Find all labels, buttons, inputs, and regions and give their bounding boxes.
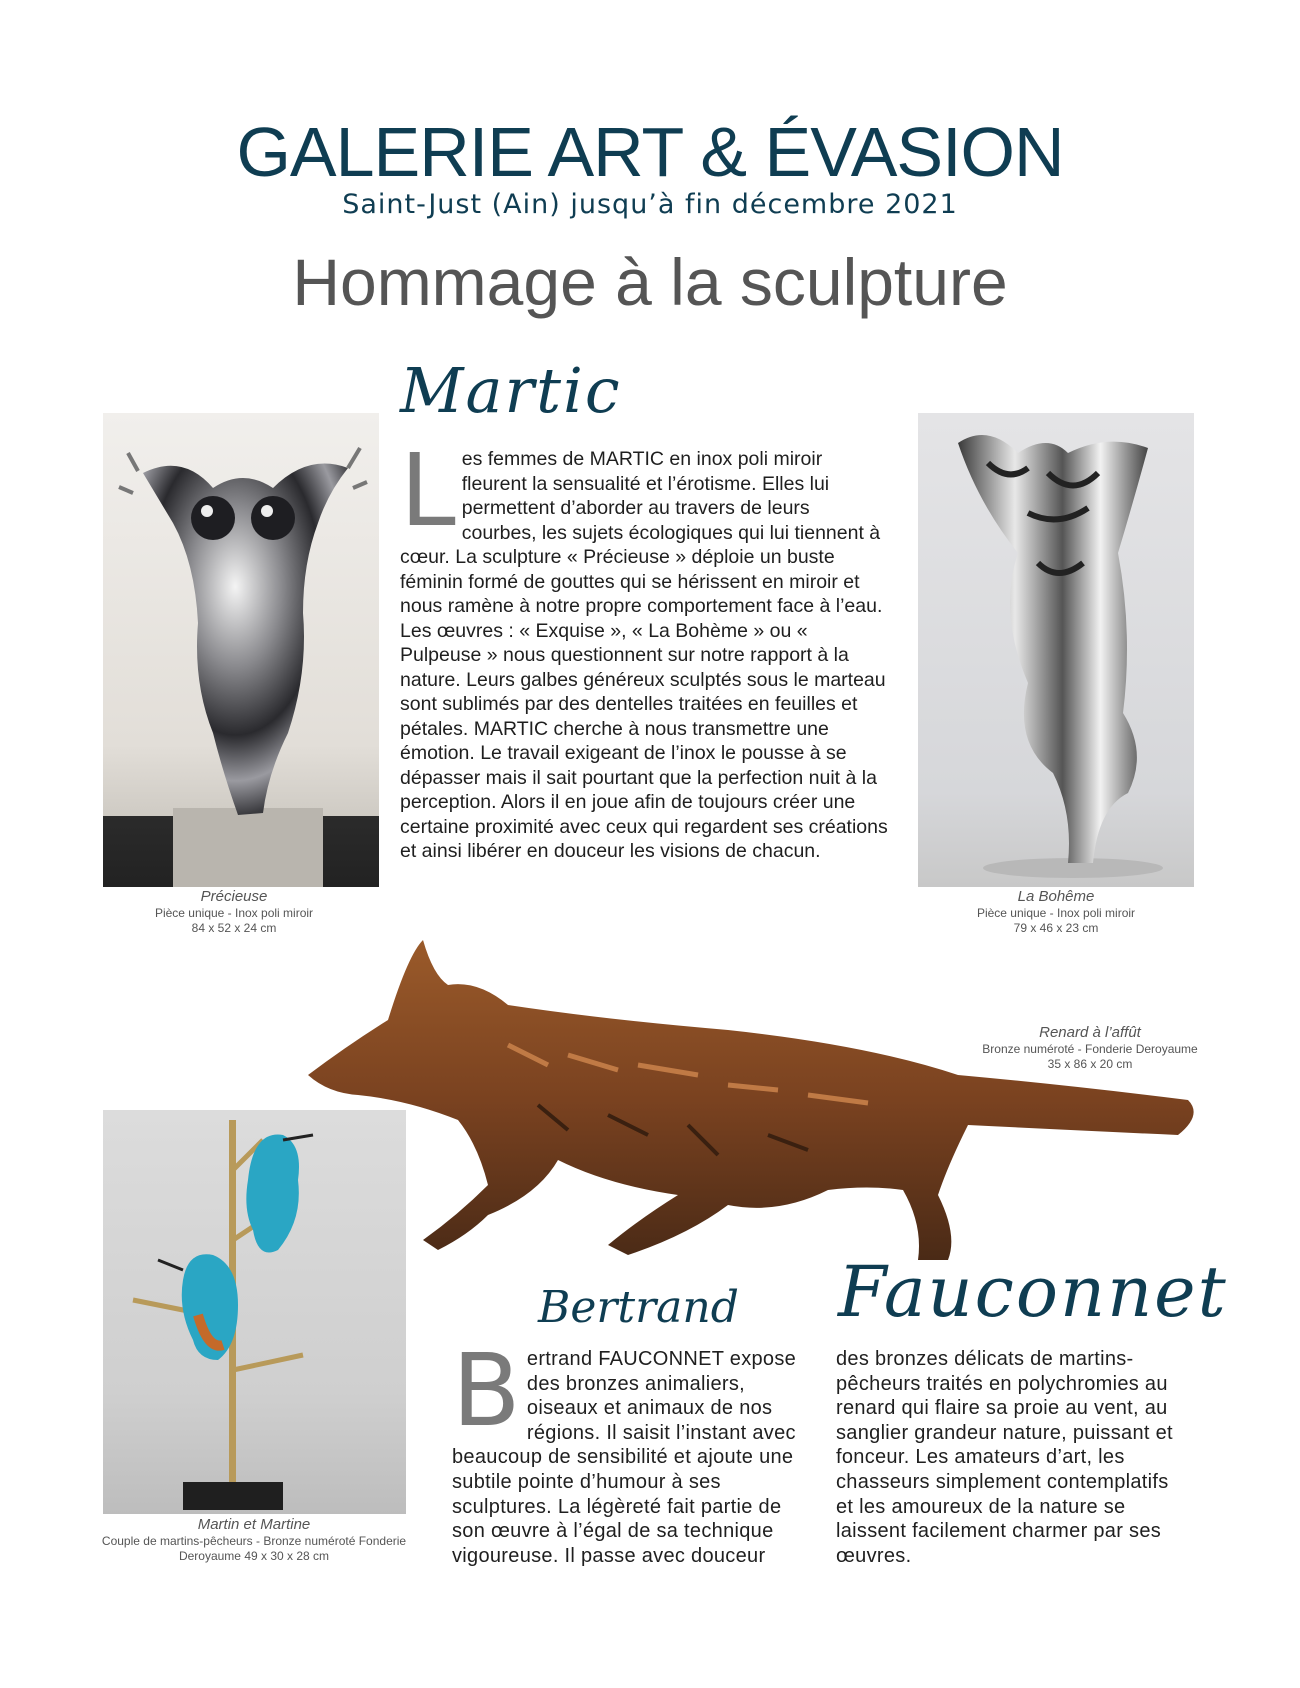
- boheme-caption-dimensions: 79 x 46 x 23 cm: [1013, 921, 1099, 935]
- boheme-caption-material: Pièce unique - Inox poli miroir: [976, 906, 1136, 920]
- renard-caption-material: Bronze numéroté - Fonderie Deroyaume: [982, 1042, 1198, 1056]
- martic-paragraph-2: Les œuvres : « Exquise », « La Bohème » ou « Pulpeuse » nous questionnent sur notre rapport à la nature. Leurs galbes généreux sculptés sous le marteau sont sublimés par des dentelles traitées en feuilles et pétales. MARTIC cherche à nous transmettre une émotion. Le travail exigeant de l’inox le pousse à se dépasser mais il sait pourtant que la perfection nuit à la perception. Alors il en joue afin de toujours créer une certaine proximité avec ceux qui regardent ses créations et ainsi libérer en douceur les visions de chacun.: [400, 619, 888, 862]
- martic-signature: Martic: [400, 354, 622, 427]
- boheme-sculpture-image: [918, 413, 1194, 887]
- bertrand-signature: Bertrand: [538, 1282, 739, 1333]
- martin-caption-dimensions: Deroyaume 49 x 30 x 28 cm: [178, 1549, 330, 1563]
- fauconnet-article-column-1: [452, 1332, 814, 1568]
- boheme-caption: [918, 888, 1194, 936]
- fox-sculpture-image: [308, 935, 1208, 1265]
- precieuse-sculpture-image: [103, 413, 379, 887]
- renard-caption-title: Renard à l’affût: [1039, 1024, 1141, 1041]
- martin-caption-material: Couple de martins-pêcheurs - Bronze numéroté Fonderie: [101, 1534, 407, 1548]
- martic-paragraph-1: es femmes de MARTIC en inox poli miroir fleurent la sensualité et l’érotisme. Elles lui permettent d’aborder au travers de leurs courbes, les sujets écologiques qui lui tiennent à cœur. La sculpture « Précieuse » déploie un buste féminin formé de gouttes qui se hérissent en miroir et nous ramène à notre propre comportement face à l’eau.: [400, 448, 883, 617]
- page-subtitle: Saint-Just (Ain) jusqu’à fin décembre 2021: [342, 189, 958, 220]
- fauconnet-dropcap: B: [452, 1332, 521, 1449]
- renard-caption-dimensions: 35 x 86 x 20 cm: [1047, 1057, 1133, 1071]
- precieuse-photo: [103, 413, 379, 887]
- fauconnet-paragraph-1: ertrand FAUCONNET expose des bronzes animaliers, oiseaux et animaux de nos régions. Il saisit l’instant avec beaucoup de sensibilité et ajoute une subtile pointe d’humour à ses sculptures. La légèreté fait partie de son œuvre à l’égal de sa technique vigoureuse. Il passe avec douceur: [452, 1348, 797, 1567]
- kingfisher-sculpture-image: [103, 1110, 406, 1514]
- renard-sculpture-photo: [308, 935, 1208, 1265]
- renard-caption: [970, 1024, 1210, 1072]
- martin-caption-title: Martin et Martine: [197, 1516, 311, 1533]
- martic-article: [400, 432, 888, 864]
- martic-dropcap: L: [400, 432, 456, 549]
- fauconnet-signature: Fauconnet: [838, 1251, 1228, 1333]
- precieuse-caption-dimensions: 84 x 52 x 24 cm: [191, 921, 277, 935]
- precieuse-caption-material: Pièce unique - Inox poli miroir: [154, 906, 314, 920]
- page-title: GALERIE ART & ÉVASION: [236, 113, 1064, 191]
- martin-martine-photo: [103, 1110, 406, 1514]
- fauconnet-paragraph-2: des bronzes délicats de martins-pêcheurs traités en polychromies au renard qui flaire sa proie au vent, au sanglier grandeur nature, puissant et fonceur. Les amateurs d’art, les chasseurs simplement contemplatifs et les amoureux de la nature se laissent facilement charmer par ses œuvres.: [836, 1348, 1173, 1567]
- fauconnet-article-column-2: [836, 1347, 1178, 1568]
- boheme-caption-title: La Bohême: [1017, 888, 1095, 905]
- boheme-photo: [918, 413, 1194, 887]
- martin-caption: [96, 1516, 412, 1564]
- precieuse-caption: [103, 888, 365, 936]
- precieuse-caption-title: Précieuse: [200, 888, 268, 905]
- headline: Hommage à la sculpture: [292, 245, 1008, 319]
